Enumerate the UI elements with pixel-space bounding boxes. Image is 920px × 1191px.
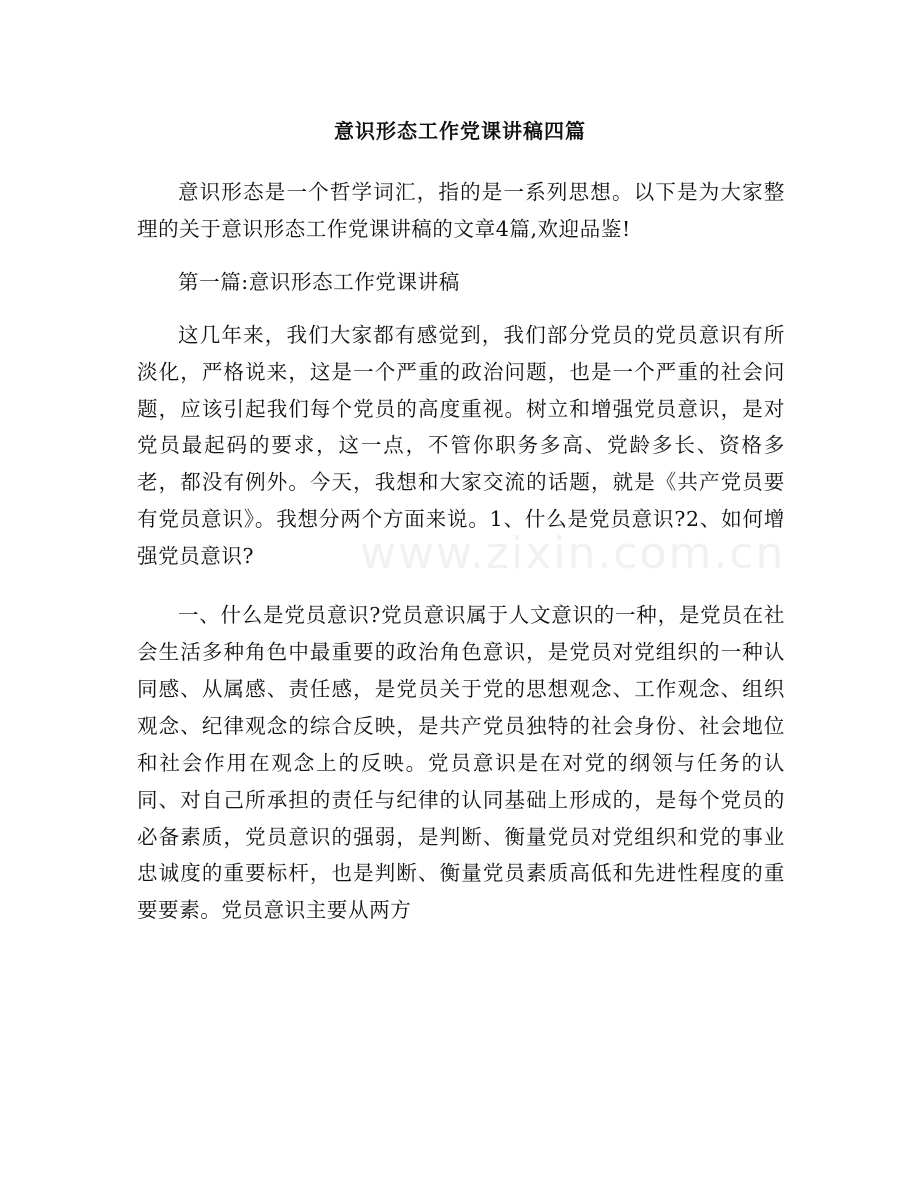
watermark: www.zixin.com.cn bbox=[360, 528, 786, 579]
body-paragraph-1: 这几年来，我们大家都有感觉到，我们部分党员的党员意识有所淡化，严格说来，这是一个严重的政治问题，也是一个严重的社会问题，应该引起我们每个党员的高度重视。树立和增强党员意识，是对党员最起码的要求，这一点，不管你职务多高、党龄多长、资格多老，都没有例外。今天，我想和大家交流的话题，就是《共产党员要有党员意识》。我想分两个方面来说。1、什么是党员意识?2、如何增强党员意识? bbox=[137, 322, 785, 569]
document-title: 意识形态工作党课讲稿四篇 bbox=[334, 119, 586, 143]
section-heading: 第一篇:意识形态工作党课讲稿 bbox=[178, 269, 460, 294]
document-body bbox=[137, 174, 785, 929]
body-paragraph-2: 一、什么是党员意识?党员意识属于人文意识的一种，是党员在社会生活多种角色中最重要的政治角色意识，是党员对党组织的一种认同感、从属感、责任感，是党员关于党的思想观念、工作观念、组织观念、纪律观念的综合反映，是共产党员独特的社会身份、社会地位和社会作用在观念上的反映。党员意识是在对党的纲领与任务的认同、对自己所承担的责任与纪律的认同基础上形成的，是每个党员的必备素质，党员意识的强弱，是判断、衡量党员对党组织和党的事业忠诚度的重要标杆，也是判断、衡量党员素质高低和先进性程度的重要要素。党员意识主要从两方 bbox=[137, 603, 785, 923]
intro-paragraph: 意识形态是一个哲学词汇，指的是一系列思想。以下是为大家整理的关于意识形态工作党课讲稿的文章4篇,欢迎品鉴! bbox=[137, 180, 785, 241]
